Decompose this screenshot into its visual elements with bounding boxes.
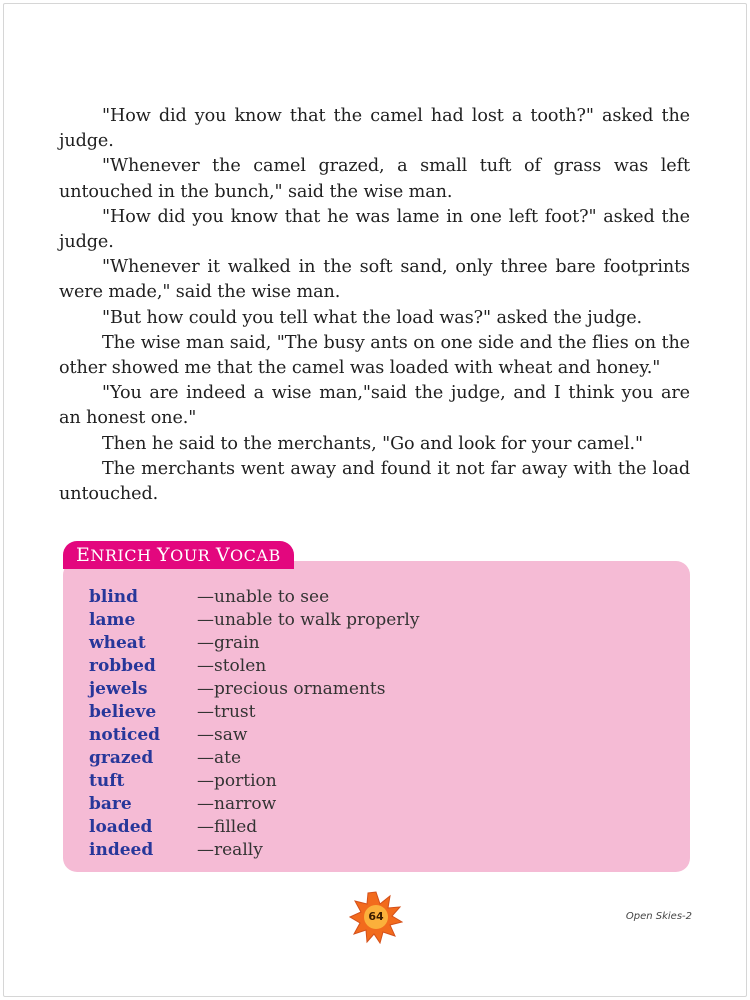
vocab-meaning: —precious ornaments [197, 679, 386, 699]
vocab-heading [63, 541, 294, 569]
vocab-heading-text: OCAB [230, 546, 281, 565]
page-number: 64 [368, 910, 384, 923]
vocab-word: robbed [89, 656, 156, 676]
vocab-heading-text: OUR [170, 546, 216, 565]
vocab-word: tuft [89, 771, 125, 791]
vocab-heading-text: NRICH [90, 546, 158, 565]
story-paragraph: "Whenever the camel grazed, a small tuft of grass was left untouched in the bunch," said the wise man. [59, 156, 690, 202]
story-text [59, 104, 690, 507]
vocab-row [89, 701, 649, 724]
vocab-word: believe [89, 702, 157, 722]
vocab-row [89, 655, 649, 678]
vocab-word: indeed [89, 840, 154, 860]
vocab-row [89, 816, 649, 839]
vocab-meaning: —saw [197, 725, 248, 745]
vocab-meaning: —really [197, 840, 263, 860]
vocab-heading-cap: E [76, 544, 91, 566]
book-name: Open Skies-2 [625, 911, 692, 922]
vocab-row [89, 609, 649, 632]
vocab-row [89, 724, 649, 747]
vocab-meaning: —unable to walk properly [197, 610, 420, 630]
story-paragraph: Then he said to the merchants, "Go and look for your camel." [102, 433, 643, 454]
vocab-word: jewels [89, 679, 148, 699]
vocab-meaning: —portion [197, 771, 277, 791]
vocab-word: lame [89, 610, 136, 630]
vocab-row [89, 770, 649, 793]
vocab-row [89, 747, 649, 770]
vocab-meaning: —filled [197, 817, 258, 837]
vocab-word: blind [89, 587, 139, 607]
vocab-word: wheat [89, 633, 146, 653]
story-paragraph: "You are indeed a wise man,"said the judge, and I think you are an honest one." [59, 383, 690, 429]
story-paragraph: "How did you know that the camel had lost a tooth?" asked the judge. [59, 106, 690, 152]
story-paragraph: "But how could you tell what the load was?" asked the judge. [102, 307, 643, 328]
vocab-row [89, 586, 649, 609]
story-paragraph: The merchants went away and found it not far away with the load untouched. [59, 458, 690, 505]
vocab-row [89, 793, 649, 816]
vocab-meaning: —trust [197, 702, 256, 722]
vocab-row [89, 632, 649, 655]
story-paragraph: "Whenever it walked in the soft sand, only three bare footprints were made," said the wise man. [59, 257, 690, 303]
vocab-meaning: —grain [197, 633, 260, 653]
vocab-meaning: —ate [197, 748, 242, 768]
vocab-word: loaded [89, 817, 153, 837]
vocab-row [89, 839, 649, 862]
story-paragraph: "How did you know that he was lame in one left foot?" asked the judge. [59, 206, 690, 253]
story-paragraph: The wise man said, "The busy ants on one side and the flies on the other showed me that the camel was loaded with wheat and honey." [59, 332, 690, 379]
vocab-meaning: —narrow [197, 794, 277, 814]
vocab-heading-cap: V [215, 544, 231, 566]
vocab-row [89, 678, 649, 701]
vocab-word: noticed [89, 725, 161, 745]
vocab-list [89, 586, 649, 862]
vocab-heading-cap: Y [157, 544, 171, 566]
vocab-meaning: —unable to see [197, 587, 330, 607]
page-number-badge [349, 890, 403, 944]
vocab-meaning: —stolen [197, 656, 267, 676]
vocab-word: grazed [89, 748, 154, 768]
vocab-word: bare [89, 794, 132, 814]
